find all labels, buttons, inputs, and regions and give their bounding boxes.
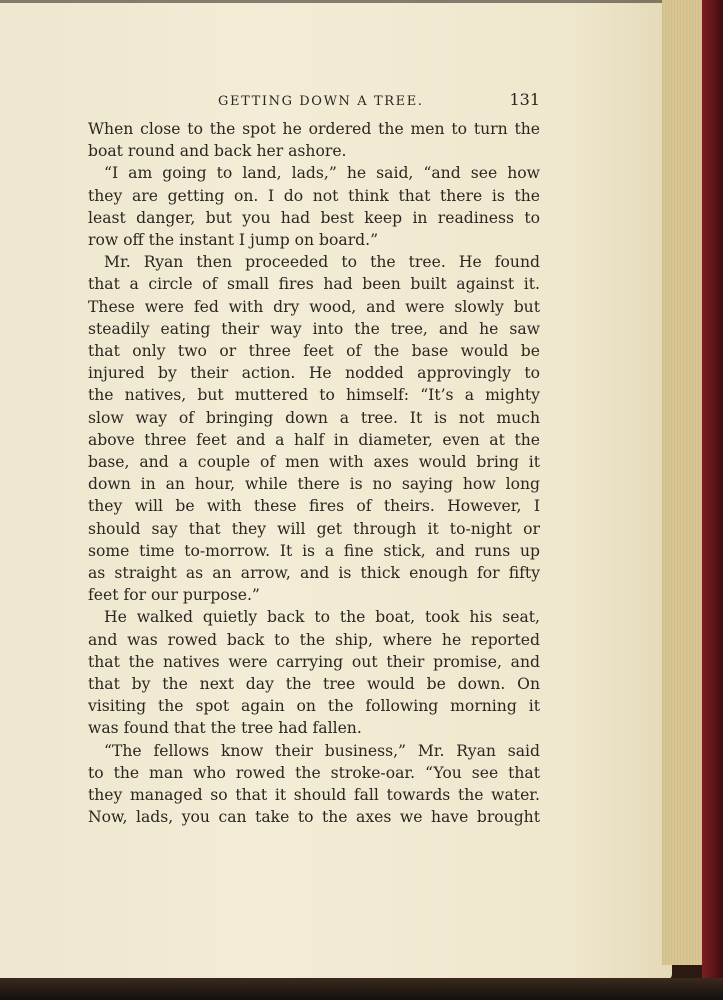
text-line: that a circle of small fires had been built against it.: [88, 275, 540, 294]
text-line: to the man who rowed the stroke-oar. “You see that: [88, 763, 540, 782]
page-number: 131: [509, 90, 540, 109]
top-edge-shadow: [0, 0, 672, 3]
text-line: steadily eating their way into the tree, and he saw: [88, 319, 540, 338]
text-line: injured by their action. He nodded approvingly to: [88, 364, 540, 383]
text-line: visiting the spot again on the following morning it: [88, 697, 540, 716]
text-line: that the natives were carrying out their promise, and: [88, 652, 540, 671]
scan-bottom-shadow: [0, 978, 723, 1000]
text-line: base, and a couple of men with axes would bring it: [88, 453, 540, 472]
text-line: least danger, but you had best keep in readiness to: [88, 208, 540, 227]
text-line: He walked quietly back to the boat, took his seat,: [104, 608, 540, 627]
text-line: the natives, but muttered to himself: “It’s a mighty: [88, 386, 540, 405]
text-line: should say that they will get through it to-night or: [88, 519, 540, 538]
text-line: that only two or three feet of the base would be: [88, 342, 540, 361]
text-line: they managed so that it should fall towards the water.: [88, 786, 540, 805]
running-head-title: GETTING DOWN A TREE.: [218, 94, 424, 109]
text-line: Mr. Ryan then proceeded to the tree. He found: [104, 253, 540, 272]
text-line: “The fellows know their business,” Mr. Ryan said: [104, 741, 540, 760]
text-line: above three feet and a half in diameter, even at the: [88, 430, 540, 449]
page-content: [88, 88, 540, 829]
text-line: and was rowed back to the ship, where he reported: [88, 630, 540, 649]
body-text: [88, 118, 540, 829]
text-line: that by the next day the tree would be down. On: [88, 675, 540, 694]
text-line: feet for our purpose.”: [88, 586, 260, 605]
text-line: Now, lads, you can take to the axes we have brought: [88, 808, 540, 827]
text-line: row off the instant I jump on board.”: [88, 231, 379, 250]
text-line: some time to-morrow. It is a fine stick, and runs up: [88, 541, 540, 560]
running-head: [88, 88, 540, 118]
text-line: “I am going to land, lads,” he said, “and see how: [104, 164, 540, 183]
text-line: These were fed with dry wood, and were slowly but: [88, 297, 540, 316]
text-line: was found that the tree had fallen.: [88, 719, 362, 738]
page-block-edge: [662, 0, 704, 965]
text-line: When close to the spot he ordered the men to turn the: [88, 120, 540, 138]
book-cover-edge: [702, 0, 723, 1000]
text-line: they will be with these fires of theirs. However, I: [88, 497, 540, 516]
text-line: as straight as an arrow, and is thick enough for fifty: [88, 564, 540, 583]
text-line: they are getting on. I do not think that there is the: [88, 186, 540, 205]
text-line: boat round and back her ashore.: [88, 142, 347, 161]
text-line: down in an hour, while there is no saying how long: [88, 475, 540, 494]
text-line: slow way of bringing down a tree. It is not much: [88, 408, 540, 427]
